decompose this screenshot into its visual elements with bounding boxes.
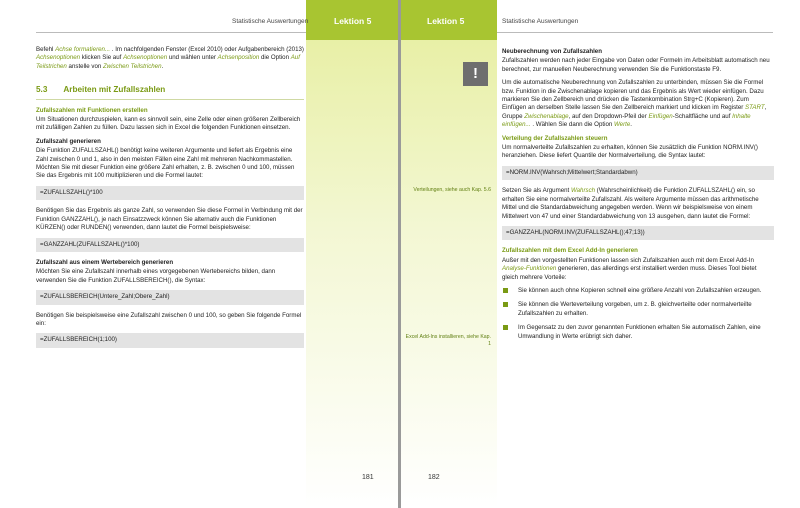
paragraph: Um normalverteilte Zufallszahlen zu erhalten, können Sie zusätzlich die Funktion NORM.INV() heranziehen. Diese liefert Quantile der Normalverteilung, die Syntax lautet: [502,144,758,160]
lesson-band [306,0,398,508]
ui-term: Zwischenablage [524,112,569,120]
ui-term: Analyse-Funktionen [502,265,557,273]
paragraph [502,187,774,221]
paragraph: Um Situationen durchzuspielen, kann es sinnvoll sein, eine Zelle oder einen größeren Zellbereich mit zufälligen Zahlen zu füllen. Dazu lassen sich in Excel die folgenden Funktionen einsetzen. [36,116,301,132]
formula-box: =NORM.INV(Wahrsch;Mittelwert;Standardabwn) [502,166,774,180]
lesson-label: Lektion 5 [427,16,465,26]
text: . [630,121,632,129]
list-item [502,301,774,318]
ui-term: Wahrsch [570,187,596,195]
ui-term: Inhalte einfügen... [502,112,751,129]
bold-heading: Zufallszahl generieren [36,137,101,145]
text: . Wählen Sie dann die Option [530,121,614,129]
left-content [36,46,304,355]
list-item-text: Im Gegensatz zu den zuvor genannten Funktionen erhalten Sie automatisch Zahlen, eine Umwandlung in Werte erübrigt sich daher. [518,324,761,340]
text: anstelle von [66,62,104,70]
page-number: 182 [428,474,440,481]
bullet-list [502,287,774,341]
formula-box: =ZUFALLSZAHL()*100 [36,186,304,200]
exclamation-icon: ! [463,62,488,86]
text: und wählen unter [167,54,218,62]
formula-box: =ZUFALLSBEREICH(1;100) [36,333,304,347]
right-page [401,0,800,508]
formula-box: =GANZZAHL(ZUFALLSZAHL()*100) [36,238,304,252]
text: (Wahrscheinlichkeit) die Funktion ZUFALLSZAHL() ein, so erhalten Sie eine normalverteilte Zufallszahl. Als weitere Argumente müssen das arithmetische Mittel und die Standardabweichung angegeben werden. Wenn wir beispielsweise von einem Mittelwert von 47 und einer Standardabweichung von 13 ausgehen, dann lautet die Formel: [502,187,759,220]
section-title: Arbeiten mit Zufallszahlen [63,85,166,95]
formula-box: =GANZZAHL(NORM.INV(ZUFALLSZAHL();47;13)) [502,226,774,240]
ui-term: Achsenoptionen [36,54,81,62]
paragraph: Benötigen Sie beispielsweise eine Zufallszahl zwischen 0 und 100, so geben Sie folgende Formel ein: [36,311,302,327]
list-item-text: Sie können die Werteverteilung vorgeben, um z. B. gleichverteilte oder normalverteilte Zufallszahlen zu erhalten. [518,301,752,317]
lesson-label: Lektion 5 [334,16,372,26]
running-head: Statistische Auswertungen [232,18,309,25]
text: , Gruppe [502,104,767,120]
page-number: 181 [362,474,374,481]
ui-term: Achse formatieren... [55,46,111,53]
text: , auf den Dropdown-Pfeil der [568,112,649,120]
intro-paragraph [36,46,304,71]
bold-heading: Neuberechnung von Zufallszahlen [502,48,602,55]
section-number: 5.3 [36,85,48,95]
bold-heading: Zufallszahl aus einem Wertebereich generieren [36,258,174,266]
margin-note: Verteilungen, siehe auch Kap. 5.6 [413,187,491,193]
subheading: Verteilung der Zufallszahlen steuern [502,134,608,142]
paragraph: Benötigen Sie das Ergebnis als ganze Zahl, so verwenden Sie diese Formel in Verbindung mit der Funktion GANZZAHL(), je nach Einsatzzweck können Sie alternativ auch die Funktionen KÜRZEN() oder RUNDEN() verwenden, dann lautet die Formel beispielsweise: [36,207,303,232]
text: die Option [259,54,291,62]
text: generieren, das allerdings erst installiert werden muss. Dieses Tool bietet gleich mehrere Vorteile: [502,265,757,281]
list-item [502,324,774,341]
paragraph [502,79,774,129]
text: . Im nachfolgenden Fenster (Excel 2010) oder Aufgabenbereich (2013) [110,46,304,53]
ui-term: Achsenposition [217,54,260,62]
text: Um die automatische Neuberechnung von Zufallszahlen zu unterbinden, müssen Sie die Formel bzw. Funktion in die Zwischenablage kopieren und das Ergebnis als Wert wieder einfügen. Dazu markieren Sie den Zellbereich und drücken die Tastenkombination Strg+C (Kopieren). Zum Einfügen an derselben Stelle lassen Sie den Zellbereich markiert und klicken im Register [502,79,764,112]
bullet-square-icon [503,288,508,293]
text: . [161,62,164,70]
ui-term: Achsenoptionen [123,54,168,62]
text: klicken Sie auf [80,54,124,62]
text: Außer mit den vorgestellten Funktionen lassen sich Zufallszahlen auch mit dem Excel Add-In [502,256,754,264]
ui-term: START [745,104,765,112]
ui-term: Zwischen Teilstrichen [103,62,162,70]
header-rule [497,32,773,33]
header-rule [36,32,306,33]
text: Befehl [36,46,56,53]
list-item [502,287,774,295]
bullet-square-icon [503,302,508,307]
running-head: Statistische Auswertungen [502,18,579,25]
paragraph: Zufallszahlen werden nach jeder Eingabe von Daten oder Formeln im Arbeitsblatt automatisch neu berechnet, zur manuellen Neuberechnung verwenden Sie die Funktionstaste F9. [502,57,770,73]
ui-term: Einfügen [648,112,673,120]
ui-term: Werte [613,121,631,129]
formula-box: =ZUFALLSBEREICH(Untere_Zahl;Obere_Zahl) [36,290,304,304]
paragraph: Möchten Sie eine Zufallszahl innerhalb eines vorgegebenen Wertebereichs bilden, dann verwenden Sie die Funktion ZUFALLSBEREICH(), die Syntax: [36,268,276,284]
text: Setzen Sie als Argument [502,187,571,195]
subheading: Zufallszahlen mit dem Excel Add-In generieren [502,247,638,255]
ui-term: Auf Teilstrichen [36,54,300,70]
margin-note: Excel Add-Ins installieren, siehe Kap. 1 [405,334,491,347]
text: -Schaltfläche und auf [672,112,733,120]
section-heading [36,86,304,99]
bullet-square-icon [503,325,508,330]
right-content [502,48,774,347]
list-item-text: Sie können auch ohne Kopieren schnell eine größere Anzahl von Zufallszahlen erzeugen. [518,286,762,294]
subheading: Zufallszahlen mit Funktionen erstellen [36,106,148,114]
left-page [0,0,398,508]
paragraph [502,257,774,282]
paragraph: Die Funktion ZUFALLSZAHL() benötigt keine weiteren Argumente und liefert als Ergebnis eine Zahl zwischen 0 und 1, also in den meisten Fällen eine Zahl mit mehreren Nachkommastellen. Möchten Sie mit dieser Funktion eine größere Zahl erhalten, z. B. zwischen 0 und 100, müssen Sie das Ergebnis mit 100 multiplizieren und die Formel lautet: [36,147,295,180]
